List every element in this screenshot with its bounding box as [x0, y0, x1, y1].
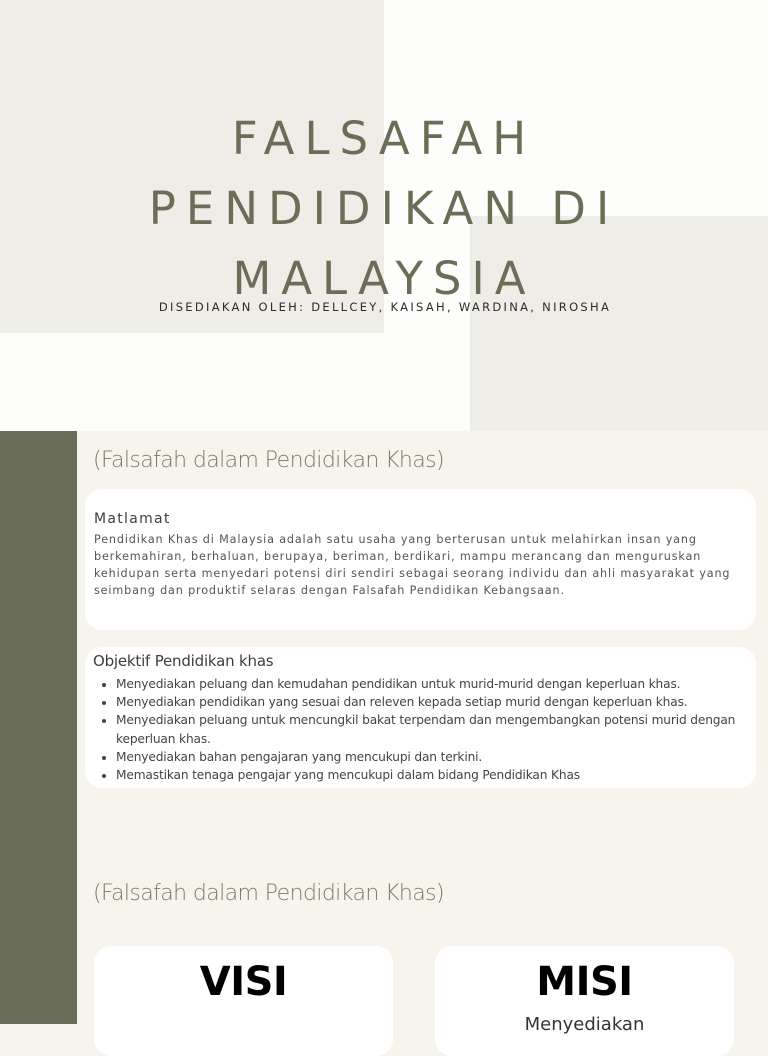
objektif-card: [85, 647, 756, 788]
cover-section: [0, 0, 768, 431]
sidebar-accent-bar: [0, 431, 77, 1024]
cover-title: [84, 104, 684, 314]
list-item: • Menyediakan peluang dan kemudahan pendidikan untuk murid-murid dengan keperluan khas.: [116, 675, 746, 693]
cover-subtitle: DISEDIAKAN OLEH: DELLCEY, KAISAH, WARDINA, NIROSHA: [158, 300, 612, 314]
objektif-heading: Objektif Pendidikan khas: [93, 652, 274, 670]
section-title: (Falsafah dalam Pendidikan Khas): [93, 881, 444, 906]
visi-heading: VISI: [199, 959, 288, 1005]
matlamat-heading: Matlamat: [94, 511, 171, 527]
objektif-list: [116, 675, 746, 784]
list-item: • Memastikan tenaga pengajar yang mencukupi dalam bidang Pendidikan Khas: [116, 766, 746, 784]
section-title: (Falsafah dalam Pendidikan Khas): [93, 448, 444, 473]
matlamat-card: [85, 489, 756, 630]
misi-heading: MISI: [536, 959, 633, 1005]
cover-title-line: FALSAFAH: [231, 112, 537, 165]
misi-text: Menyediakan: [524, 1014, 645, 1035]
cover-title-line: PENDIDIKAN DI: [148, 182, 620, 235]
misi-card: [435, 946, 734, 1056]
list-item: • Menyediakan peluang untuk mencungkil bakat terpendam dan mengembangkan potensi murid dengan keperluan khas.: [116, 711, 746, 747]
matlamat-body: Pendidikan Khas di Malaysia adalah satu usaha yang berterusan untuk melahirkan insan yang berkemahiran, berhaluan, berupaya, beriman, berdikari, mampu merancang dan menguruskan kehidupan serta menyedari potensi diri sendiri sebagai seorang individu dan ahli masyarakat yang seimbang dan produktif selaras dengan Falsafah Pendidikan Kebangsaan.: [94, 533, 731, 597]
cover-title-line: MALAYSIA: [232, 252, 536, 305]
visi-card: [94, 946, 393, 1056]
list-item: • Menyediakan pendidikan yang sesuai dan releven kepada setiap murid dengan keperluan khas.: [116, 693, 746, 711]
list-item: • Menyediakan bahan pengajaran yang mencukupi dan terkini.: [116, 748, 746, 766]
